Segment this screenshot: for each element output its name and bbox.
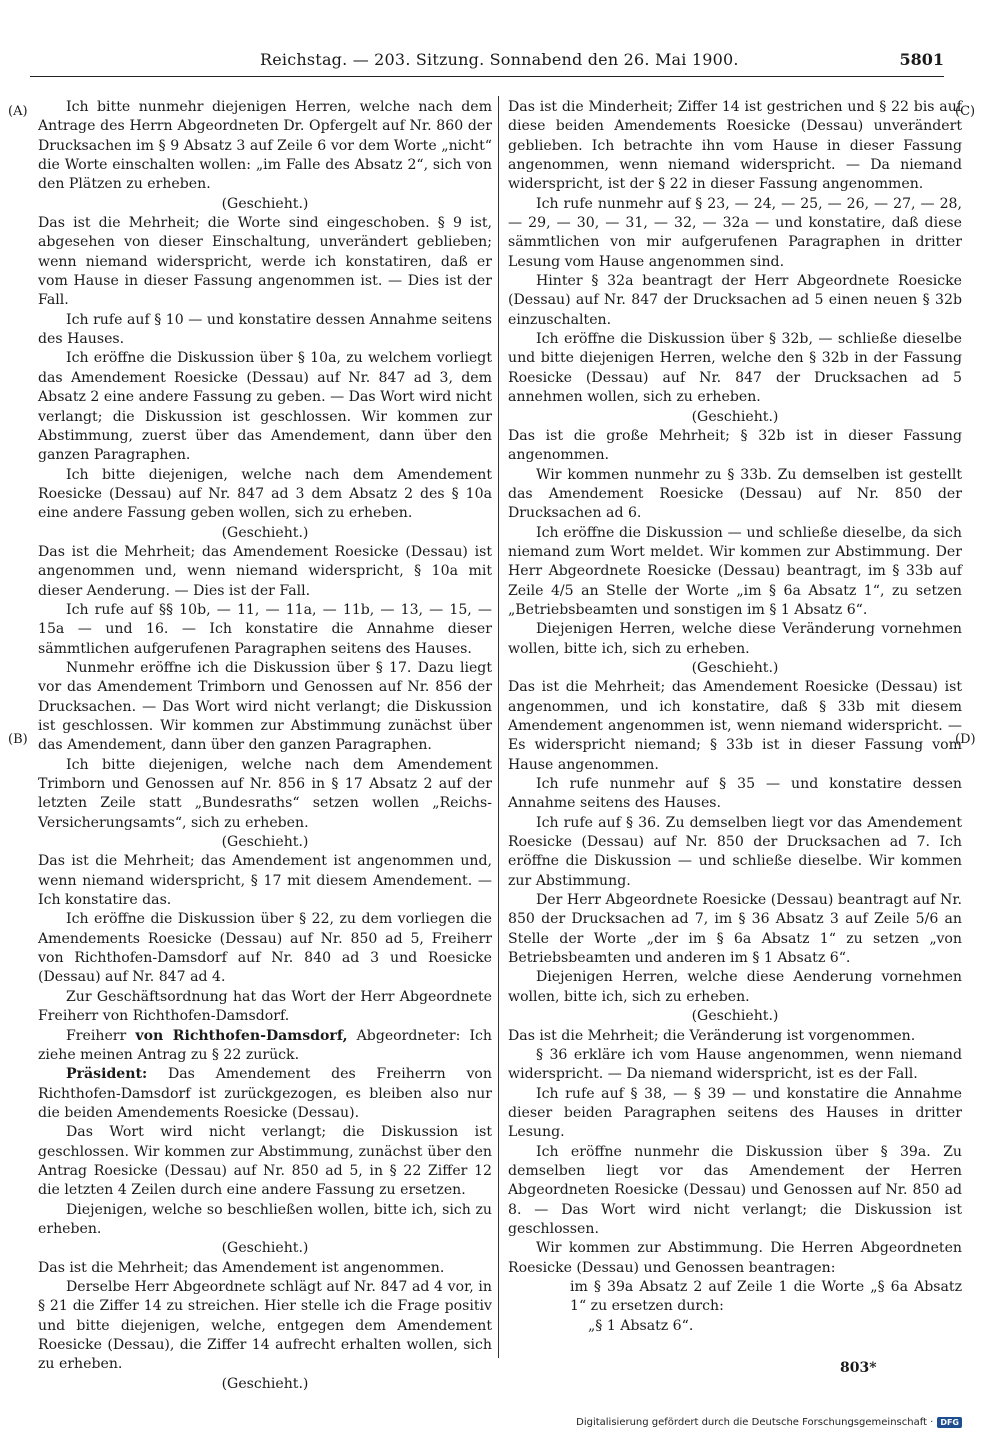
footer [576,1417,962,1428]
dfg-logo: DFG [937,1417,962,1428]
paragraph: (Geschieht.) [221,524,309,541]
paragraph: Präsident: Das Amendement des Freiherrn von Richthofen-Damsdorf ist zurückgezogen, es bleiben also nur die beiden Amendements Roesicke (Dessau). [38,1066,492,1121]
paragraph: Diejenigen, welche so beschließen wollen, bitte ich, sich zu erheben. [38,1201,492,1237]
margin-marker-b: (B) [8,732,28,747]
paragraph: Ich rufe auf § 38, — § 39 — und konstatire die Annahme dieser beiden Paragraphen seitens des Hauses in dritter Lesung. [508,1085,962,1141]
page-title: Reichstag. — 203. Sitzung. Sonnabend den 26. Mai 1900. [260,50,739,69]
paragraph: Das ist die Mehrheit; das Amendement ist angenommen und, wenn niemand widerspricht, § 17 mit diesem Amendement. — Ich konstatire das. [38,853,492,909]
paragraph: Diejenigen Herren, welche diese Aenderung vornehmen wollen, bitte ich, sich zu erheben. [508,969,962,1005]
paragraph: Ich rufe auf § 10 — und konstatire dessen Annahme seitens des Hauses. [38,311,492,348]
paragraph: Der Herr Abgeordnete Roesicke (Dessau) beantragt auf Nr. 850 der Drucksachen ad 7, im § 36 Absatz 3 auf Zeile 5/6 an Stelle der Worte „der im § 6a Absatz 1“ zu setzen „von Betriebsbeamten und anderen im § 1 Absatz 6“. [508,892,962,967]
paragraph: Das ist die große Mehrheit; § 32b ist in dieser Fassung angenommen. [508,427,962,464]
paragraph: Ich bitte nunmehr diejenigen Herren, welche nach dem Antrage des Herrn Abgeordneten Dr. Opfergelt auf Nr. 860 der Drucksachen im § 9 Absatz 3 auf Zeile 6 vor dem Worte „nicht“ die Worte einschalten wollen: „im Falle des Absatz 2“, sich von den Plätzen zu erheben. [38,99,492,193]
page-header [30,50,944,72]
paragraph: Das ist die Minderheit; Ziffer 14 ist gestrichen und § 22 bis auf diese beiden Amendements Roesicke (Dessau) unverändert geblieben. Ich betrachte ihn vom Hause in dieser Fassung angenommen, wenn niemand widerspricht. — Da niemand widerspricht, ist der § 22 in dieser Fassung angenommen. [508,99,962,193]
paragraph: (Geschieht.) [221,195,309,212]
paragraph: Wir kommen nunmehr zu § 33b. Zu demselben ist gestellt das Amendement Roesicke (Dessau) auf Nr. 850 der Drucksachen ad 6. [508,466,962,522]
paragraph: Ich eröffne die Diskussion über § 22, zu dem vorliegen die Amendements Roesicke (Dessau) auf Nr. 850 ad 5, Freiherr von Richthofen-Damsdorf auf Nr. 840 ad 3 und Roesicke (Dessau) auf Nr. 847 ad 4. [38,911,492,986]
paragraph: Diejenigen Herren, welche diese Veränderung vornehmen wollen, bitte ich, sich zu erheben. [508,621,962,657]
paragraph: Ich eröffne die Diskussion — und schließe dieselbe, da sich niemand zum Wort meldet. Wir kommen zur Abstimmung. Der Herr Abgeordnete Roesicke (Dessau) beantragt, im § 33b auf Zeile 4/5 an Stelle der Worte „im § 6a Absatz 1“, zu setzen „Betriebsbeamten und sonstigen im § 1 Absatz 6“. [508,524,962,618]
column-divider [498,96,499,1358]
paragraph: Derselbe Herr Abgeordnete schlägt auf Nr. 847 ad 4 vor, in § 21 die Ziffer 14 zu streichen. Hier stelle ich die Frage positiv und bitte diejenigen, welche, entgegen dem Amendement Roesicke (Dessau), die Ziffer 14 aufrecht erhalten wollen, sich zu erheben. [38,1278,492,1373]
page-number: 5801 [899,50,944,69]
paragraph: Ich rufe nunmehr auf § 35 — und konstatire dessen Annahme seitens des Hauses. [508,776,962,812]
header-rule [30,76,944,77]
paragraph: (Geschieht.) [221,834,309,851]
paragraph: Zur Geschäftsordnung hat das Wort der Herr Abgeordnete Freiherr von Richthofen-Damsdorf. [38,988,492,1025]
margin-marker-a: (A) [8,104,28,119]
paragraph: Ich eröffne die Diskussion über § 10a, zu welchem vorliegt das Amendement Roesicke (Dessau) auf Nr. 847 ad 3, dem Absatz 2 eine andere Fassung zu geben. — Das Wort wird nicht verlangt; die Diskussion ist geschlossen. Wir kommen zur Abstimmung, zuerst über das Amendement, dann über den ganzen Paragraphen. [38,350,492,464]
paragraph: (Geschieht.) [221,1240,309,1257]
paragraph: (Geschieht.) [691,659,779,676]
paragraph: Ich eröffne nunmehr die Diskussion über § 39a. Zu demselben liegt vor das Amendement der Herren Abgeordneten Roesicke (Dessau) und Genossen auf Nr. 850 ad 8. — Das Wort wird nicht verlangt; die Diskussion ist geschlossen. [508,1143,962,1237]
paragraph: (Geschieht.) [691,408,779,425]
left-column [38,98,492,1394]
paragraph: (Geschieht.) [221,1375,309,1392]
paragraph: Wir kommen zur Abstimmung. Die Herren Abgeordneten Roesicke (Dessau) und Genossen beantragen: [508,1240,962,1276]
paragraph: Hinter § 32a beantragt der Herr Abgeordnete Roesicke (Dessau) auf Nr. 847 der Drucksachen ad 5 einen neuen § 32b einzuschalten. [508,273,962,328]
signature-mark: 803* [840,1360,877,1376]
paragraph: § 36 erkläre ich vom Hause angenommen, wenn niemand widerspricht. — Da niemand widerspricht, ist es der Fall. [508,1046,962,1083]
paragraph: Das ist die Mehrheit; das Amendement Roesicke (Dessau) ist angenommen, und ich konstatire, daß § 33b mit diesem Amendement angenommen ist, wenn niemand widerspricht. — Es widerspricht niemand; § 33b ist in dieser Fassung vom Hause angenommen. [508,679,962,773]
paragraph: Ich rufe auf § 36. Zu demselben liegt vor das Amendement Roesicke (Dessau) auf Nr. 850 der Drucksachen ad 7. Ich eröffne die Diskussion — und schließe dieselbe. Wir kommen zur Abstimmung. [508,814,962,889]
margin-marker-c: (C) [955,104,976,119]
paragraph: (Geschieht.) [691,1008,779,1025]
paragraph: Ich rufe nunmehr auf § 23, — 24, — 25, — 26, — 27, — 28, — 29, — 30, — 31, — 32, — 32a — und konstatire, daß diese sämmtlichen von mir aufgerufenen Paragraphen in dritter Lesung vom Hause angenommen sind. [508,195,962,270]
paragraph: Freiherr von Richthofen-Damsdorf, Abgeordneter: Ich ziehe meinen Antrag zu § 22 zurück. [38,1027,492,1063]
paragraph: Das ist die Mehrheit; das Amendement ist angenommen. [38,1259,445,1276]
paragraph: Ich rufe auf §§ 10b, — 11, — 11a, — 11b, — 13, — 15, — 15a — und 16. — Ich konstatire die Annahme dieser sämmtlichen aufgerufenen Paragraphen seitens des Hauses. [38,601,492,657]
paragraph: Ich eröffne die Diskussion über § 32b, — schließe dieselbe und bitte diejenigen Herren, welche den § 32b in der Fassung Roesicke (Dessau) auf Nr. 847 der Drucksachen ad 5 annehmen wollen, sich zu erheben. [508,331,962,406]
paragraph: Ich bitte diejenigen, welche nach dem Amendement Trimborn und Genossen auf Nr. 856 in § 17 Absatz 2 auf der letzten Zeile statt „Bundesraths“ setzen wollen „Reichs-Versicherungsamts“, sich zu erheben. [38,756,492,831]
paragraph: im § 39a Absatz 2 auf Zeile 1 die Worte „§ 6a Absatz 1“ zu ersetzen durch: [570,1278,962,1315]
paragraph: Das ist die Mehrheit; die Veränderung ist vorgenommen. [508,1027,916,1044]
paragraph: „§ 1 Absatz 6“. [588,1317,694,1334]
paragraph: Ich bitte diejenigen, welche nach dem Amendement Roesicke (Dessau) auf Nr. 847 ad 3 dem Absatz 2 des § 10a eine andere Fassung geben wollen, sich zu erheben. [38,466,492,522]
paragraph: Nunmehr eröffne ich die Diskussion über § 17. Dazu liegt vor das Amendement Trimborn und Genossen auf Nr. 856 der Drucksachen. — Das Wort wird nicht verlangt; die Diskussion ist geschlossen. Wir kommen zur Abstimmung zunächst über das Amendement, dann über den ganzen Paragraphen. [38,659,492,754]
paragraph: Das Wort wird nicht verlangt; die Diskussion ist geschlossen. Wir kommen zur Abstimmung, zunächst über den Antrag Roesicke (Dessau) auf Nr. 850 ad 5, in § 22 Ziffer 12 die letzten 4 Zeilen durch eine andere Fassung zu ersetzen. [38,1124,492,1199]
right-column [508,98,962,1336]
footer-text: Digitalisierung gefördert durch die Deutsche Forschungsgemeinschaft · [576,1417,934,1428]
margin-marker-d: (D) [955,732,976,747]
paragraph: Das ist die Mehrheit; die Worte sind eingeschoben. § 9 ist, abgesehen von dieser Einschaltung, unverändert geblieben; wenn niemand widerspricht, werde ich konstatiren, daß er vom Hause in dieser Fassung angenommen ist. — Dies ist der Fall. [38,215,492,309]
paragraph: Das ist die Mehrheit; das Amendement Roesicke (Dessau) ist angenommen und, wenn niemand widerspricht, § 10a mit dieser Aenderung. — Dies ist der Fall. [38,543,492,599]
